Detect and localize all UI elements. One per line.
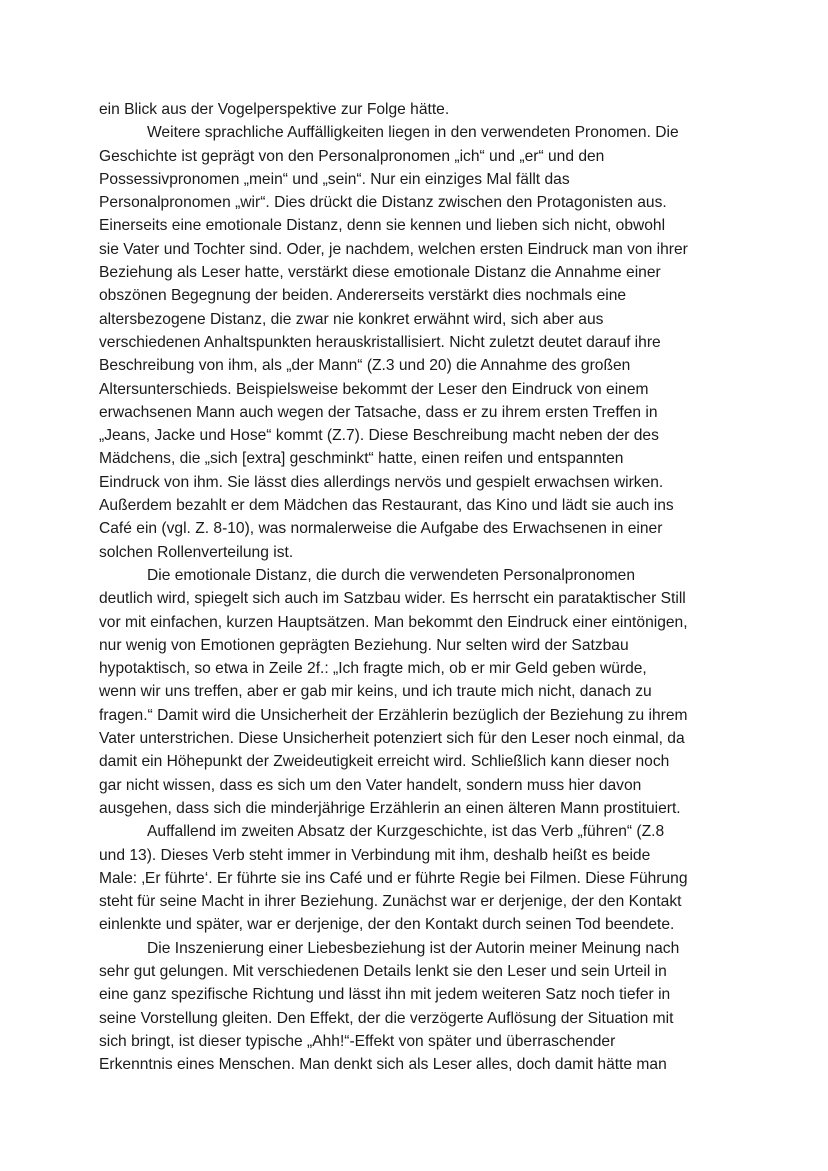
text-line: deutlich wird, spiegelt sich auch im Satzbau wider. Es herrscht ein parataktischer Still [99,590,686,608]
paragraph [99,98,739,121]
paragraph [99,937,739,1077]
paragraph [99,121,739,564]
text-line: nur wenig von Emotionen geprägten Beziehung. Nur selten wird der Satzbau [99,636,629,654]
text-line: seine Vorstellung gleiten. Den Effekt, der die verzögerte Auflösung der Situation mit [99,1009,674,1027]
text-line: eine ganz spezifische Richtung und lässt ihn mit jedem weiteren Satz noch tiefer in [99,986,671,1004]
text-line: Außerdem bezahlt er dem Mädchen das Restaurant, das Kino und lädt sie auch ins [99,497,674,515]
text-line: sich bringt, ist dieser typische „Ahh!“-Effekt von später und überraschender [99,1032,616,1050]
text-line: solchen Rollenverteilung ist. [99,543,294,561]
text-line: Male: ‚Er führte‘. Er führte sie ins Café und er führte Regie bei Filmen. Diese Führung [99,869,688,887]
text-line: verschiedenen Anhaltspunkten herauskristallisiert. Nicht zuletzt deutet darauf ihre [99,333,661,351]
text-line: wenn wir uns treffen, aber er gab mir keins, und ich traute mich nicht, danach zu [99,683,652,701]
text-line: Weitere sprachliche Auffälligkeiten liegen in den verwendeten Pronomen. Die [147,124,679,142]
text-line: ausgehen, dass sich die minderjährige Erzählerin an einen älteren Mann prostituiert. [99,799,681,817]
text-line: sie Vater und Tochter sind. Oder, je nachdem, welchen ersten Eindruck man von ihrer [99,240,688,258]
text-line: Café ein (vgl. Z. 8-10), was normalerweise die Aufgabe des Erwachsenen in einer [99,520,663,538]
text-line: erwachsenen Mann auch wegen der Tatsache, dass er zu ihrem ersten Treffen in [99,403,658,421]
text-line: Beziehung als Leser hatte, verstärkt diese emotionale Distanz die Annahme einer [99,264,661,282]
text-line: Eindruck von ihm. Sie lässt dies allerdings nervös und gespielt erwachsen wirken. [99,473,664,491]
text-line: Vater unterstrichen. Diese Unsicherheit potenziert sich für den Leser noch einmal, da [99,730,685,748]
text-line: fragen.“ Damit wird die Unsicherheit der Erzählerin bezüglich der Beziehung zu ihrem [99,706,688,724]
text-line: Geschichte ist geprägt von den Personalpronomen „ich“ und „er“ und den [99,147,605,165]
text-line: Mädchens, die „sich [extra] geschminkt“ hatte, einen reifen und entspannten [99,450,624,468]
text-line: steht für seine Macht in ihrer Beziehung. Zunächst war er derjenige, der den Kontakt [99,893,682,911]
text-line: Einerseits eine emotionale Distanz, denn sie kennen und lieben sich nicht, obwohl [99,217,666,235]
text-line: hypotaktisch, so etwa in Zeile 2f.: „Ich fragte mich, ob er mir Geld geben würde, [99,660,647,678]
text-line: Altersunterschieds. Beispielsweise bekommt der Leser den Eindruck von einem [99,380,649,398]
text-line: Erkenntnis eines Menschen. Man denkt sich als Leser alles, doch damit hätte man [99,1056,667,1074]
paragraph [99,820,739,936]
text-line: Possessivpronomen „mein“ und „sein“. Nur ein einziges Mal fällt das [99,170,570,188]
paragraph [99,564,739,820]
text-line: Die Inszenierung einer Liebesbeziehung ist der Autorin meiner Meinung nach [147,939,680,957]
text-line: Auffallend im zweiten Absatz der Kurzgeschichte, ist das Verb „führen“ (Z.8 [147,823,665,841]
text-line: vor mit einfachen, kurzen Hauptsätzen. Man bekommt den Eindruck einer eintönigen, [99,613,688,631]
text-line: Beschreibung von ihm, als „der Mann“ (Z.3 und 20) die Annahme des großen [99,357,631,375]
text-line: und 13). Dieses Verb steht immer in Verbindung mit ihm, deshalb heißt es beide [99,846,651,864]
text-line: Die emotionale Distanz, die durch die verwendeten Personalpronomen [147,566,636,584]
text-line: ein Blick aus der Vogelperspektive zur Folge hätte. [99,101,450,118]
text-line: sehr gut gelungen. Mit verschiedenen Details lenkt sie den Leser und sein Urteil in [99,962,667,980]
text-line: gar nicht wissen, dass es sich um den Vater handelt, sondern muss hier davon [99,776,642,794]
text-line: altersbezogene Distanz, die zwar nie konkret erwähnt wird, sich aber aus [99,310,604,328]
text-line: Personalpronomen „wir“. Dies drückt die Distanz zwischen den Protagonisten aus. [99,194,667,212]
document-page [99,98,739,1076]
text-line: obszönen Begegnung der beiden. Andererseits verstärkt dies nochmals eine [99,287,627,305]
text-line: „Jeans, Jacke und Hose“ kommt (Z.7). Diese Beschreibung macht neben der des [99,427,659,445]
text-line: damit ein Höhepunkt der Zweideutigkeit erreicht wird. Schließlich kann dieser noch [99,753,670,771]
text-line: einlenkte und später, war er derjenige, der den Kontakt durch seinen Tod beendete. [99,916,675,934]
